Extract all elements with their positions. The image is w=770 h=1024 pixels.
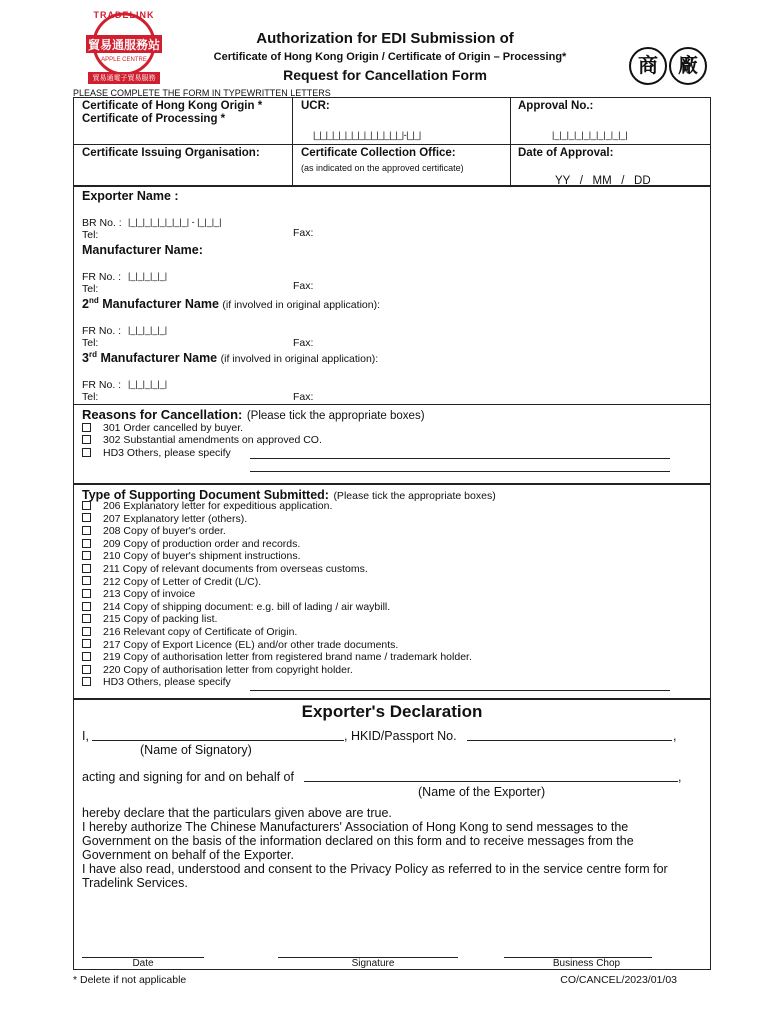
date-caption: Date (132, 958, 154, 969)
checkbox[interactable] (82, 551, 91, 560)
hkid-line[interactable] (467, 740, 672, 741)
reason-others-line[interactable] (250, 458, 670, 459)
declaration-para-2: I hereby authorize The Chinese Manufacturers' Association of Hong Kong to send messages to the (82, 820, 629, 834)
declaration-para-4: Government on behalf of the Exporter. (82, 848, 294, 862)
checkbox[interactable] (82, 526, 91, 535)
manufacturer2-fr-input[interactable]: |_|_|_|_|_| (128, 325, 168, 335)
manufacturer3-ordinal: 3 (82, 351, 89, 366)
supporting-doc-item[interactable]: 213 Copy of invoice (82, 588, 195, 601)
supporting-doc-item[interactable]: 212 Copy of Letter of Credit (L/C). (82, 576, 261, 589)
manufacturer2-fax-label: Fax: (293, 337, 314, 349)
page-subtitle: Certificate of Hong Kong Origin / Certificate of Origin – Processing* (213, 51, 567, 63)
manufacturer3-suffix: rd (88, 350, 97, 359)
reason-others-line-2[interactable] (250, 471, 670, 472)
manufacturer-fr-label: FR No. : (82, 271, 122, 283)
supporting-note: (Please tick the appropriate boxes) (333, 490, 496, 502)
checkbox[interactable] (82, 576, 91, 585)
checkbox[interactable] (82, 602, 91, 611)
declaration-para-1: hereby declare that the particulars given above are true. (82, 806, 392, 820)
supporting-doc-item[interactable]: 208 Copy of buyer's order. (82, 525, 226, 538)
manufacturer3-fax-label: Fax: (293, 391, 314, 403)
exporter-name-label: Exporter Name : (82, 189, 179, 203)
logo-chinese-text: 貿易通服務站 (87, 38, 160, 52)
supporting-doc-item[interactable]: 220 Copy of authorisation letter from copyright holder. (82, 664, 353, 677)
reason-item[interactable]: HD3 Others, please specify (82, 447, 231, 460)
declaration-para-6: Tradelink Services. (82, 876, 188, 890)
manufacturer2-suffix: nd (88, 296, 99, 305)
ucr-input[interactable]: |_|_|_|_|_|_|_|_|_|_|_|_|_|_|-|_|_| (313, 130, 421, 140)
signature-caption: Signature (351, 958, 395, 969)
reason-item[interactable]: 301 Order cancelled by buyer. (82, 422, 243, 435)
name-exporter-caption: (Name of the Exporter) (418, 785, 546, 799)
logo-bottom-text: 貿易通電子貿易服務 (92, 75, 156, 82)
supporting-doc-item[interactable]: 215 Copy of packing list. (82, 613, 217, 626)
supporting-doc-item[interactable]: 216 Relevant copy of Certificate of Origin. (82, 626, 297, 639)
manufacturer3-label: Manufacturer Name (100, 351, 218, 366)
instruction-text: PLEASE COMPLETE THE FORM IN TYPEWRITTEN LETTERS (73, 88, 331, 98)
ucr-label: UCR: (301, 100, 330, 112)
manufacturer2-label: Manufacturer Name (102, 297, 219, 312)
hkid-comma: , (673, 729, 677, 743)
footer-note: * Delete if not applicable (73, 974, 187, 986)
checkbox[interactable] (82, 435, 91, 444)
manufacturer2-fr-label: FR No. : (82, 325, 122, 337)
manufacturer3-fr-input[interactable]: |_|_|_|_|_| (128, 379, 168, 389)
page-title: Authorization for EDI Submission of (256, 30, 514, 47)
exporter-tel-label: Tel: (82, 229, 99, 241)
date-format-input[interactable]: YY / MM / DD (555, 175, 651, 187)
signatory-name-line[interactable] (92, 740, 344, 741)
checkbox[interactable] (82, 501, 91, 510)
declaration-title: Exporter's Declaration (301, 702, 483, 721)
declaration-para-3: Government on the basis of the information declared on this form and to receive messages from the (82, 834, 634, 848)
approval-no-input[interactable]: |_|_|_|_|_|_|_|_|_|_| (552, 130, 628, 140)
date-approval-label: Date of Approval: (518, 147, 614, 159)
reasons-label: Reasons for Cancellation: (82, 407, 243, 422)
manufacturer3-fr-label: FR No. : (82, 379, 122, 391)
form-title: Request for Cancellation Form (283, 67, 487, 83)
supporting-doc-item[interactable]: 217 Copy of Export Licence (EL) and/or other trade documents. (82, 639, 398, 652)
manufacturer2-note: (if involved in original application): (222, 299, 380, 312)
collection-office-note: (as indicated on the approved certificate) (301, 163, 464, 173)
supporting-label: Type of Supporting Document Submitted: (82, 488, 329, 502)
checkbox[interactable] (82, 423, 91, 432)
supporting-doc-item[interactable]: 214 Copy of shipping document: e.g. bill of lading / air waybill. (82, 601, 390, 614)
checkbox[interactable] (82, 677, 91, 686)
cert-type-line1: Certificate of Hong Kong Origin * (82, 100, 263, 112)
checkbox[interactable] (82, 639, 91, 648)
exporter-br-label: BR No. : (82, 217, 122, 229)
reason-item[interactable]: 302 Substantial amendments on approved CO. (82, 434, 322, 447)
tradelink-logo (78, 8, 170, 86)
supporting-doc-item[interactable]: 206 Explanatory letter for expeditious application. (82, 500, 332, 513)
manufacturer3-note: (if involved in original application): (220, 353, 379, 366)
cert-type-line2: Certificate of Processing * (82, 113, 226, 125)
checkbox[interactable] (82, 665, 91, 674)
supporting-doc-item[interactable]: 209 Copy of production order and records. (82, 538, 300, 551)
checkbox[interactable] (82, 539, 91, 548)
manufacturer-tel-label: Tel: (82, 283, 99, 295)
supporting-doc-item[interactable]: 219 Copy of authorisation letter from registered brand name / trademark holder. (82, 651, 472, 664)
manufacturer-fr-input[interactable]: |_|_|_|_|_| (128, 271, 168, 281)
checkbox[interactable] (82, 448, 91, 457)
checkbox[interactable] (82, 652, 91, 661)
supporting-others-line[interactable] (250, 690, 670, 691)
manufacturer2-ordinal: 2 (82, 297, 89, 312)
declaration-para-5: I have also read, understood and consent to the Privacy Policy as referred to in the service centre form for (82, 862, 668, 876)
checkbox[interactable] (82, 627, 91, 636)
supporting-doc-item[interactable]: 211 Copy of relevant documents from overseas customs. (82, 563, 368, 576)
manufacturer3-name-label (82, 350, 378, 365)
checkbox[interactable] (82, 513, 91, 522)
form-code: CO/CANCEL/2023/01/03 (560, 974, 677, 986)
hkid-label: , HKID/Passport No. (344, 729, 457, 743)
acting-comma: , (678, 770, 682, 784)
checkbox[interactable] (82, 614, 91, 623)
manufacturer3-tel-label: Tel: (82, 391, 99, 403)
chop-caption: Business Chop (552, 958, 621, 969)
seal-icon-left: 商 (629, 47, 667, 85)
approval-no-label: Approval No.: (518, 100, 594, 112)
supporting-doc-item[interactable]: 207 Explanatory letter (others). (82, 513, 247, 526)
supporting-doc-item[interactable]: HD3 Others, please specify (82, 676, 231, 689)
supporting-doc-item[interactable]: 210 Copy of buyer's shipment instructions. (82, 550, 301, 563)
checkbox[interactable] (82, 564, 91, 573)
exporter-fax-label: Fax: (293, 227, 314, 239)
manufacturer2-name-label (82, 296, 380, 311)
seal-icon-right: 廠 (669, 47, 707, 85)
logo-top-text: TRADELINK (93, 10, 155, 20)
name-signatory-caption: (Name of Signatory) (140, 743, 252, 757)
acting-label: acting and signing for and on behalf of (82, 770, 294, 784)
manufacturer-fax-label: Fax: (293, 280, 314, 292)
manufacturer2-tel-label: Tel: (82, 337, 99, 349)
exporter-name-line[interactable] (304, 781, 678, 782)
reasons-note: (Please tick the appropriate boxes) (246, 410, 425, 422)
issuing-org-label: Certificate Issuing Organisation: (82, 147, 260, 159)
logo-sub-text: APPLE CENTRE (101, 57, 147, 63)
exporter-br-input[interactable]: |_|_|_|_|_|_|_|_| - |_|_|_| (128, 217, 222, 227)
collection-office-label: Certificate Collection Office: (301, 147, 456, 159)
checkbox[interactable] (82, 589, 91, 598)
manufacturer-name-label: Manufacturer Name: (82, 243, 203, 257)
declaration-i: I, (82, 729, 89, 743)
